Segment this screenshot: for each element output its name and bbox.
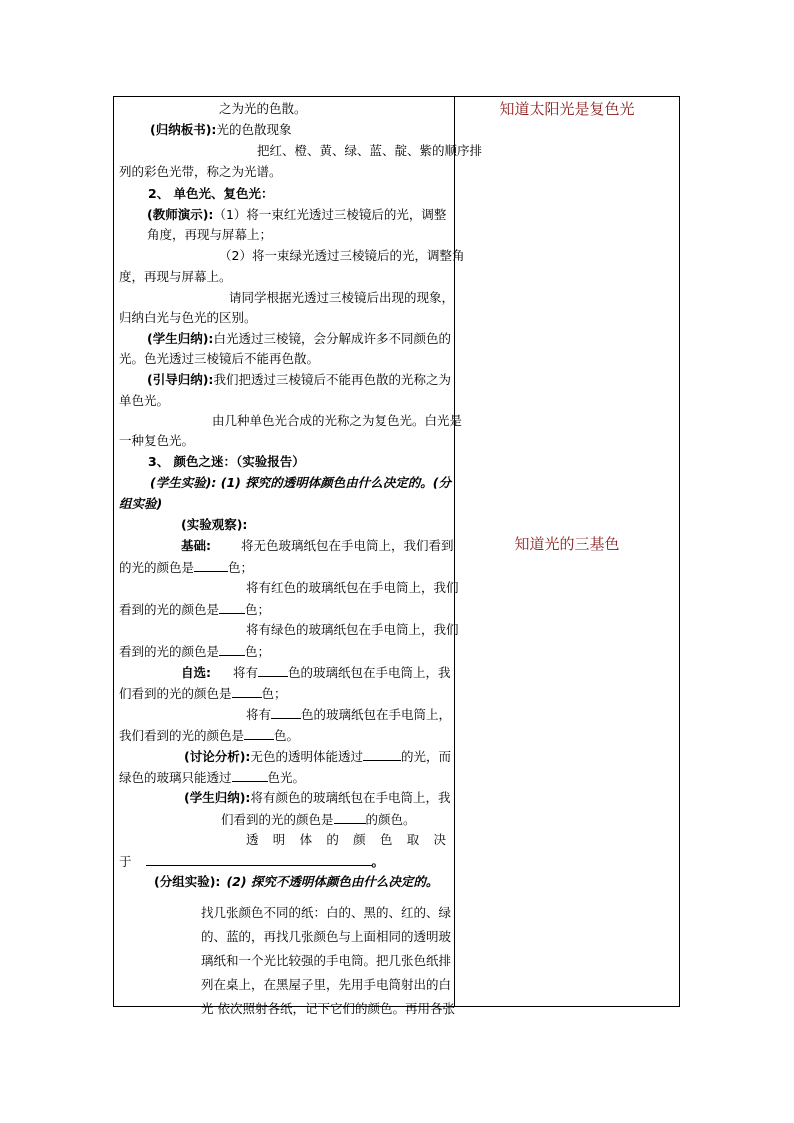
line-text: 色；	[245, 644, 271, 659]
text-line: 一种复色光。	[119, 433, 195, 448]
fill-blank	[244, 727, 274, 740]
teaching-process-column	[114, 97, 483, 1016]
line-text: （1）将一束红光透过三棱镜后的光，调整	[213, 207, 447, 222]
line-text: 绿色的玻璃只能透过	[119, 770, 232, 785]
line-char: 透	[246, 832, 259, 847]
line-char: 明	[272, 832, 286, 847]
text-line	[119, 601, 270, 618]
section-label: 基础:	[181, 538, 211, 553]
line-text: 看到的光的颜色是	[119, 602, 220, 617]
fill-blank	[363, 748, 401, 761]
fill-blank	[194, 559, 228, 572]
lesson-plan-table	[113, 96, 680, 1016]
objective-note: 知道太阳光是复色光	[499, 100, 635, 118]
text-line: 将有绿色的玻璃纸包在手电筒上，我们	[246, 622, 459, 637]
text-line	[119, 685, 287, 702]
fill-blank	[219, 643, 245, 656]
line-text: 色光。	[267, 770, 306, 785]
line-text: 色；	[261, 686, 287, 701]
text-line	[246, 832, 446, 848]
line-text: 将有	[246, 707, 272, 722]
text-line: 列在桌上，在黑屋子里，先用手电筒射出的白	[201, 977, 452, 992]
section-label: (归纳板书):	[150, 122, 217, 137]
text-line: 列的彩色光带，称之为光谱。	[119, 164, 282, 179]
fill-blank	[219, 601, 245, 614]
text-line	[150, 122, 291, 138]
text-line: 的、蓝的，再找几张颜色与上面相同的透明玻	[201, 929, 452, 944]
objectives-column	[455, 97, 679, 1006]
text-line: 由几种单色光合成的光称之为复色光。白光是	[212, 413, 463, 428]
text-line	[119, 559, 253, 576]
line-text: 。	[371, 854, 385, 869]
section-label: (分组实验):	[154, 874, 221, 889]
text-line: 度，再现与屏幕上。	[119, 269, 232, 284]
section-label: (学生归纳):	[184, 790, 251, 805]
line-text: 色。	[274, 728, 300, 743]
text-line	[147, 372, 451, 388]
text-line	[221, 811, 416, 828]
section-label: (引导归纳):	[147, 372, 214, 387]
line-text: 的颜色。	[365, 812, 416, 827]
text-line	[154, 874, 438, 890]
line-text: 的光，而	[400, 749, 451, 764]
section-heading: 2、 单色光、复色光：	[148, 186, 274, 201]
text-line	[184, 790, 450, 806]
line-char: 取	[406, 832, 420, 847]
text-line: 把红、橙、黄、绿、蓝、靛、紫的顺序排	[257, 143, 483, 158]
text-line: 单色光。	[119, 393, 170, 408]
text-line: 璃纸和一个光比较强的手电筒。把几张色纸排	[201, 953, 452, 968]
text-line	[246, 706, 451, 723]
line-char: 决	[433, 832, 446, 847]
line-text: 白光透过三棱镜，会分解成许多不同颜色的	[213, 331, 451, 346]
line-text: 无色的透明体能透过	[250, 749, 363, 764]
line-text: 我们看到的光的颜色是	[119, 728, 245, 743]
line-char: 色	[379, 832, 393, 847]
section-label: (讨论分析):	[184, 749, 251, 764]
line-text: 色；	[228, 560, 254, 575]
line-text: 光的色散现象	[216, 122, 292, 137]
experiment-heading: (2) 探究不透明体颜色由什么决定的。	[226, 874, 439, 889]
text-line	[119, 853, 384, 870]
text-line: 请同学根据光透过三棱镜后出现的现象，	[229, 290, 455, 305]
fill-blank	[232, 685, 262, 698]
line-text: 色；	[245, 602, 271, 617]
line-text: 将有	[233, 665, 259, 680]
line-text: 我们把透过三棱镜后不能再色散的光称之为	[213, 372, 451, 387]
text-line: （2）将一束绿光透过三棱镜后的光，调整角	[219, 248, 465, 263]
text-line: 光 依次照射各纸，记下它们的颜色。再用各张	[201, 1001, 455, 1016]
line-text: 们看到的光的颜色是	[119, 686, 232, 701]
text-line	[147, 331, 451, 347]
text-line: 将有红色的玻璃纸包在手电筒上，我们	[246, 580, 459, 595]
text-line: 光。色光透过三棱镜后不能再色散。	[119, 351, 320, 366]
text-line	[119, 727, 299, 744]
text-line	[119, 643, 270, 660]
fill-blank	[258, 664, 288, 677]
line-text: 于	[119, 854, 132, 869]
text-line: 角度，再现与屏幕上；	[147, 227, 273, 242]
text-line: 找几张颜色不同的纸：白的、黑的、红的、绿	[201, 905, 452, 920]
line-char: 的	[326, 832, 339, 847]
section-label: (实验观察):	[181, 517, 248, 532]
text-line	[147, 207, 446, 223]
line-text: 看到的光的颜色是	[119, 644, 220, 659]
line-char: 体	[299, 832, 313, 847]
section-label: (教师演示):	[147, 207, 214, 222]
objective-note: 知道光的三基色	[514, 535, 620, 553]
line-text: 将有颜色的玻璃纸包在手电筒上，我	[250, 790, 451, 805]
fill-blank	[232, 769, 268, 782]
text-line	[119, 769, 305, 786]
fill-blank	[146, 853, 372, 866]
section-heading: 3、 颜色之迷：（实验报告）	[148, 454, 305, 469]
line-text: 色的玻璃纸包在手电筒上，我	[288, 665, 451, 680]
text-line	[181, 664, 451, 681]
line-text: 将无色玻璃纸包在手电筒上，我们看到	[241, 538, 454, 553]
line-text: 们看到的光的颜色是	[221, 812, 334, 827]
section-label: 自选:	[181, 665, 211, 680]
line-text: 的光的颜色是	[119, 560, 195, 575]
text-line: 归纳白光与色光的区别。	[119, 310, 257, 325]
text-line	[184, 748, 451, 765]
line-char: 颜	[353, 832, 366, 847]
text-line	[181, 538, 454, 554]
line-text: 色的玻璃纸包在手电筒上，	[301, 707, 452, 722]
text-line: 之为光的色散。	[219, 101, 307, 116]
fill-blank	[271, 706, 301, 719]
fill-blank	[334, 811, 366, 824]
experiment-heading: (学生实验): (1) 探究的透明体颜色由什么决定的。(分	[150, 475, 451, 490]
experiment-heading: 组实验)	[119, 496, 163, 511]
section-label: (学生归纳):	[147, 331, 214, 346]
